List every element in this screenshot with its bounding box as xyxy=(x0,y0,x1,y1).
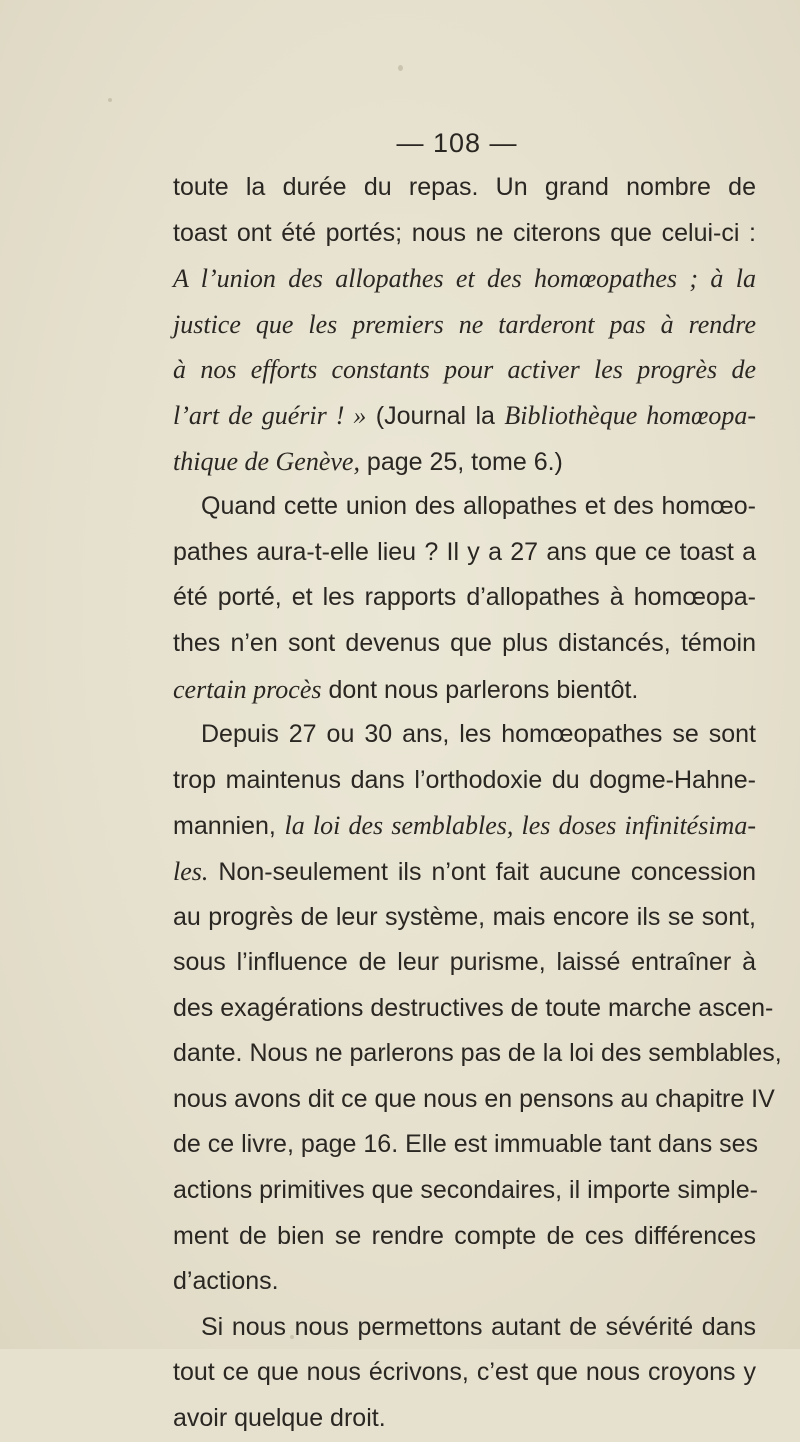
text-line: dante. Nous ne parlerons pas de la loi des semblables, xyxy=(173,1039,782,1068)
text-line: A l’union des allopathes et des homœopathes ; à la xyxy=(173,264,756,294)
body-text xyxy=(173,165,782,1442)
paper-fleck xyxy=(108,98,112,102)
text-line: à nos efforts constants pour activer les progrès de xyxy=(173,355,756,385)
text-line: thes n’en sont devenus que plus distancés, témoin xyxy=(173,628,756,657)
text-line: thique de Genève, page 25, tome 6.) xyxy=(173,446,563,476)
text-line: sous l’influence de leur purisme, laissé entraîner à xyxy=(173,948,756,977)
text-line: les. Non-seulement ils n’ont fait aucune concession xyxy=(173,856,756,886)
text-line: justice que les premiers ne tarderont pas à rendre xyxy=(173,309,756,339)
text-line: avoir quelque droit. xyxy=(173,1404,386,1433)
text-line: nous avons dit ce que nous en pensons au chapitre IV xyxy=(173,1084,775,1113)
paragraph-start-line: Quand cette union des allopathes et des homœo- xyxy=(201,492,756,521)
paper-fleck xyxy=(398,65,403,71)
text-line: d’actions. xyxy=(173,1267,279,1296)
page-number: — 108 — xyxy=(396,128,518,158)
text-line: au progrès de leur système, mais encore ils se sont, xyxy=(173,902,756,931)
text-line: certain procès dont nous parlerons bientôt. xyxy=(173,674,639,704)
text-line: ment de bien se rendre compte de ces différences xyxy=(173,1221,756,1250)
text-line: mannien, la loi des semblables, les doses infinitésima- xyxy=(173,811,756,841)
text-line: l’art de guérir ! » (Journal la Bibliothèque homœopa- xyxy=(173,400,756,430)
text-line: trop maintenus dans l’orthodoxie du dogme-Hahne- xyxy=(173,765,756,794)
text-line: toast ont été portés; nous ne citerons que celui-ci : xyxy=(173,218,756,247)
paragraph-start-line: Depuis 27 ou 30 ans, les homœopathes se sont xyxy=(201,720,756,749)
text-line: été porté, et les rapports d’allopathes à homœopa- xyxy=(173,583,756,612)
text-line: des exagérations destructives de toute marche ascen- xyxy=(173,993,774,1022)
text-line: tout ce que nous écrivons, c’est que nous croyons y xyxy=(173,1358,756,1387)
text-line: actions primitives que secondaires, il importe simple- xyxy=(173,1176,758,1205)
paragraph-start-line: Si nous nous permettons autant de sévérité dans xyxy=(201,1312,756,1341)
text-line: de ce livre, page 16. Elle est immuable tant dans ses xyxy=(173,1130,759,1159)
text-line: toute la durée du repas. Un grand nombre de xyxy=(173,173,756,201)
text-line: pathes aura-t-elle lieu ? Il y a 27 ans que ce toast a xyxy=(173,537,756,566)
